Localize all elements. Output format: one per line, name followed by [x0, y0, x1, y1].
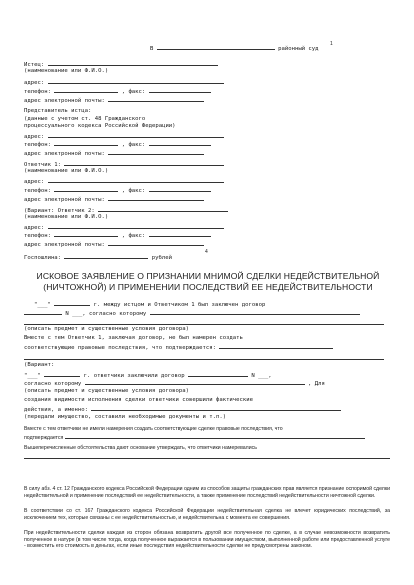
defendant2-address-field[interactable] — [48, 223, 224, 229]
contract-blank[interactable] — [24, 309, 62, 315]
body-line-3: (описать предмет и существенные условия договора) — [24, 326, 190, 332]
defendant1-name-field[interactable] — [64, 160, 224, 166]
defendant1-fax-field[interactable] — [149, 186, 211, 192]
body-line-6b — [24, 362, 54, 369]
defendant2-address-label: адрес: — [24, 225, 45, 231]
body-line-5-text: соответствующие правовые последствия, что подтверждается: — [24, 345, 216, 351]
plaintiff-email-line — [24, 96, 204, 105]
defendant1-name-hint: (наименование или Ф.И.О.) — [24, 168, 109, 174]
paragraph-1-field[interactable] — [65, 433, 365, 439]
defendant2-phone-label: телефон: — [24, 233, 51, 239]
defendant1-phone-label: телефон: — [24, 188, 51, 194]
body-line-12: (передали имущество, составили необходимые документы и т.п.) — [24, 414, 227, 420]
court-line — [150, 44, 319, 53]
body-line-4: Вместе с тем Ответчик 1, заключая договор, не был намерен создать — [24, 335, 243, 341]
court-prefix: В — [150, 46, 154, 52]
defendant1-email-field[interactable] — [108, 195, 204, 201]
body-line-9: (описать предмет и существенные условия договора) — [24, 388, 190, 394]
defendant1-address-field[interactable] — [48, 177, 224, 183]
plaintiff-phone-line — [24, 87, 211, 96]
confirmation-field[interactable] — [219, 343, 333, 349]
body-line-8 — [24, 379, 325, 388]
variant-number: N ___, — [251, 373, 272, 379]
body-line-6 — [24, 354, 384, 363]
plaintiff-name-hint: (наименование или Ф.И.О.) — [24, 68, 109, 74]
body-line-5 — [24, 343, 333, 352]
contract-intro: г. между истцом и Ответчиком 1 был заключен договор — [93, 302, 266, 308]
document-title-line-2: (НИЧТОЖНОЙ) И ПРИМЕНЕНИИ ПОСЛЕДСТВИЙ ЕЕ НЕДЕЙСТВИТЕЛЬНОСТИ — [43, 282, 373, 292]
court-name-field[interactable] — [157, 44, 275, 50]
representative-email-field[interactable] — [108, 149, 204, 155]
defendant2-email-label: адрес электронной почты: — [24, 242, 105, 248]
variant-date-field[interactable] — [44, 371, 80, 377]
plaintiff-address-label: адрес: — [24, 80, 45, 86]
confirmation-field-2[interactable] — [24, 354, 384, 360]
fee-unit: рублей — [151, 255, 173, 261]
plaintiff-phone-field[interactable] — [54, 87, 118, 93]
defendant1-fax-label: , факс: — [121, 188, 146, 194]
court-suffix: районный суд — [278, 46, 319, 52]
body-line-2 — [24, 309, 360, 318]
plaintiff-label: Истец: — [24, 62, 45, 68]
document-title-line-1: ИСКОВОЕ ЗАЯВЛЕНИЕ О ПРИЗНАНИИ МНИМОЙ СДЕЛКИ НЕДЕЙСТВИТЕЛЬНОЙ — [36, 271, 380, 281]
paragraph-2 — [24, 445, 390, 459]
paragraph-3: В силу абз. 4 ст. 12 Гражданского кодекса Российской Федерации одним из способов защиты гражданских прав является признание оспоримой сделки недействительной и применение последствий ее недействительности, а также применение последствий недействительности ничтожной сделки. — [24, 486, 390, 499]
actions-field[interactable] — [91, 405, 341, 411]
defendant2-label: (Вариант: Ответчик 2: — [24, 208, 95, 214]
representative-phone-field[interactable] — [54, 140, 118, 146]
defendant2-name-field[interactable] — [98, 206, 228, 212]
contract-day: "___" — [34, 302, 51, 308]
variant-contract-field[interactable] — [188, 371, 248, 377]
paragraph-1-line-2 — [24, 433, 390, 442]
body-line-1 — [34, 300, 265, 309]
plaintiff-address-line — [24, 78, 224, 87]
representative-address-field[interactable] — [48, 132, 224, 138]
contract-terms-field[interactable] — [150, 309, 360, 315]
variant-for: , Для — [308, 381, 325, 387]
representative-label: Представитель истца: — [24, 108, 92, 114]
plaintiff-phone-label: телефон: — [24, 89, 51, 95]
paragraph-2-field[interactable] — [24, 452, 390, 459]
defendant2-fax-label: , факс: — [121, 233, 146, 239]
paragraph-1-confirm: подтверждается — [24, 434, 64, 441]
footnote-4: 4 — [205, 249, 208, 255]
defendant1-address-label: адрес: — [24, 179, 45, 185]
defendant2-phone-line — [24, 231, 211, 240]
variant-terms-field[interactable] — [85, 379, 305, 385]
variant-according: согласно которому — [24, 381, 82, 387]
plaintiff-email-field[interactable] — [108, 96, 204, 102]
representative-phone-label: телефон: — [24, 142, 51, 148]
representative-address-label: адрес: — [24, 134, 45, 140]
variant-label: (Вариант: — [24, 362, 55, 368]
paragraph-5: При недействительности сделки каждая из сторон обязана возвратить другой все полученное по сделке, а в случае невозможности возвратить полученное в натуре (в том числе тогда, когда полученное выражается в пользовании имуществом, выполненной работе или предоставленной услуге - возместить его стоимость в деньгах, если иные последствия недействительности сделки не предусмотрены законом. — [24, 530, 390, 550]
body-line-11-text: действия, а именно: — [24, 407, 88, 413]
plaintiff-fax-label: , факс: — [121, 89, 146, 95]
variant-contract-text: г. ответчики заключили договор — [83, 373, 185, 379]
paragraph-1-line-1: Вместе с тем ответчики не имели намерения создать соответствующие сделке правовые последствия, что — [24, 426, 283, 432]
variant-day: "___" — [24, 373, 41, 379]
plaintiff-address-field[interactable] — [48, 78, 224, 84]
plaintiff-email-label: адрес электронной почты: — [24, 98, 105, 104]
representative-fax-field[interactable] — [149, 140, 211, 146]
defendant1-email-label: адрес электронной почты: — [24, 197, 105, 203]
contract-number-text: N ___, согласно которому — [65, 311, 147, 317]
defendant1-phone-field[interactable] — [54, 186, 118, 192]
defendant2-fax-field[interactable] — [149, 231, 211, 237]
defendant1-email-line — [24, 195, 204, 204]
footnote-1: 1 — [330, 41, 333, 47]
fee-line — [24, 253, 172, 262]
fee-amount-field[interactable] — [64, 253, 148, 259]
defendant2-phone-field[interactable] — [54, 231, 118, 237]
defendant2-email-line — [24, 240, 204, 249]
paragraph-4: В соответствии со ст. 167 Гражданского кодекса Российской Федерации недействительная сделка не влечет юридических последствий, за исключением тех, которые связаны с ее недействительностью, и недействительна с момента ее совершения. — [24, 508, 390, 521]
defendant1-phone-line — [24, 186, 211, 195]
contract-date-field[interactable] — [54, 300, 90, 306]
representative-hint-2: процессуального кодекса Российской Федерации) — [24, 123, 176, 129]
defendant2-name-hint: (наименование или Ф.И.О.) — [24, 214, 109, 220]
plaintiff-name-field[interactable] — [48, 60, 218, 66]
fee-label: Госпошлина: — [24, 255, 62, 261]
defendant1-label: Ответчик 1: — [24, 162, 62, 168]
representative-fax-label: , факс: — [121, 142, 146, 148]
representative-phone-line — [24, 140, 211, 149]
plaintiff-fax-field[interactable] — [149, 87, 211, 93]
defendant2-email-field[interactable] — [108, 240, 204, 246]
defendant1-address-line — [24, 177, 224, 186]
representative-email-label: адрес электронной почты: — [24, 151, 105, 157]
representative-email-line — [24, 149, 204, 158]
paragraph-1 — [24, 426, 390, 441]
paragraph-2-line-1: Вышеперечисленные обстоятельства дают основание утверждать, что ответчики намеревались — [24, 445, 257, 451]
body-line-11 — [24, 405, 341, 414]
body-line-10: создания видимости исполнения сделки ответчики совершили фактические — [24, 397, 254, 403]
representative-hint-1: (данные с учетом ст. 48 Гражданского — [24, 116, 146, 122]
body-rule-1 — [24, 324, 384, 325]
